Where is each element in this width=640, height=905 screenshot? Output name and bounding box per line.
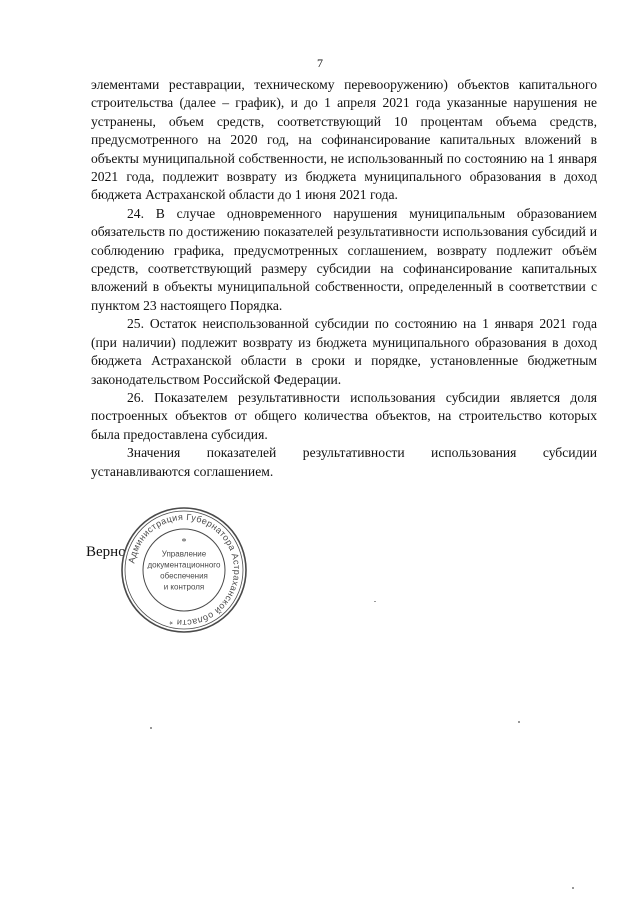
- verno-label: Верно: [86, 544, 126, 560]
- scan-speck: [572, 887, 574, 889]
- paragraph-indicators: Значения показателей результативности использования субсидии устанавливаются соглашением.: [91, 445, 597, 479]
- stamp-seal-icon: [119, 505, 249, 635]
- scan-speck: [150, 727, 152, 729]
- page-number: 7: [317, 56, 323, 70]
- document-body: [91, 76, 597, 481]
- stamp-line: и контроля: [163, 582, 205, 592]
- svg-text:Администрация Губернатора Астр: Администрация Губернатора Астраханской области *: [126, 511, 243, 629]
- scan-speck: [518, 721, 520, 723]
- paragraph-continuation: элементами реставрации, техническому перевооружению) объектов капитального строительства (далее – график), и до 1 апреля 2021 года указанные нарушения не устранены, объем средств, соответствующий 10 процентам объема средств, предусмотренного на 2020 год, на софинансирование капитальных вложений в объекты муниципальной собственности, не использованный по состоянию на 1 января 2021 года, подлежит возврату из бюджета муниципального образования в доход бюджета Астраханской области до 1 июня 2021 года.: [91, 77, 597, 203]
- svg-text:Управлениедокументационногообе: [148, 550, 222, 592]
- paragraph-26: 26. Показателем результативности использования субсидии является доля построенных объектов от общего количества объектов, на строительство которых была предоставлена субсидия.: [91, 389, 597, 442]
- scan-speck: [374, 601, 376, 602]
- stamp-line: документационного: [147, 560, 221, 570]
- paragraph-25: 25. Остаток неиспользованной субсидии по состоянию на 1 января 2021 года (при наличии) подлежит возврату из бюджета муниципального образования в доход бюджета Астраханской области в сроки и порядке, установленные бюджетным законодательством Российской Федерации.: [91, 316, 597, 387]
- paragraph-24: 24. В случае одновременного нарушения муниципальным образованием обязательств по достижению показателей результативности использования субсидий и соблюдению графика, предусмотренных соглашением, возврату подлежит объём средств, соответствующий размеру субсидии на софинансирование капитальных вложений в объекты муниципальной собственности, определенный в соответствии с пунктом 23 настоящего Порядка.: [91, 205, 597, 313]
- stamp-line: обеспечения: [160, 571, 208, 581]
- stamp-line: Управление: [161, 549, 207, 559]
- svg-text:*: *: [181, 537, 187, 548]
- official-stamp: [119, 505, 249, 635]
